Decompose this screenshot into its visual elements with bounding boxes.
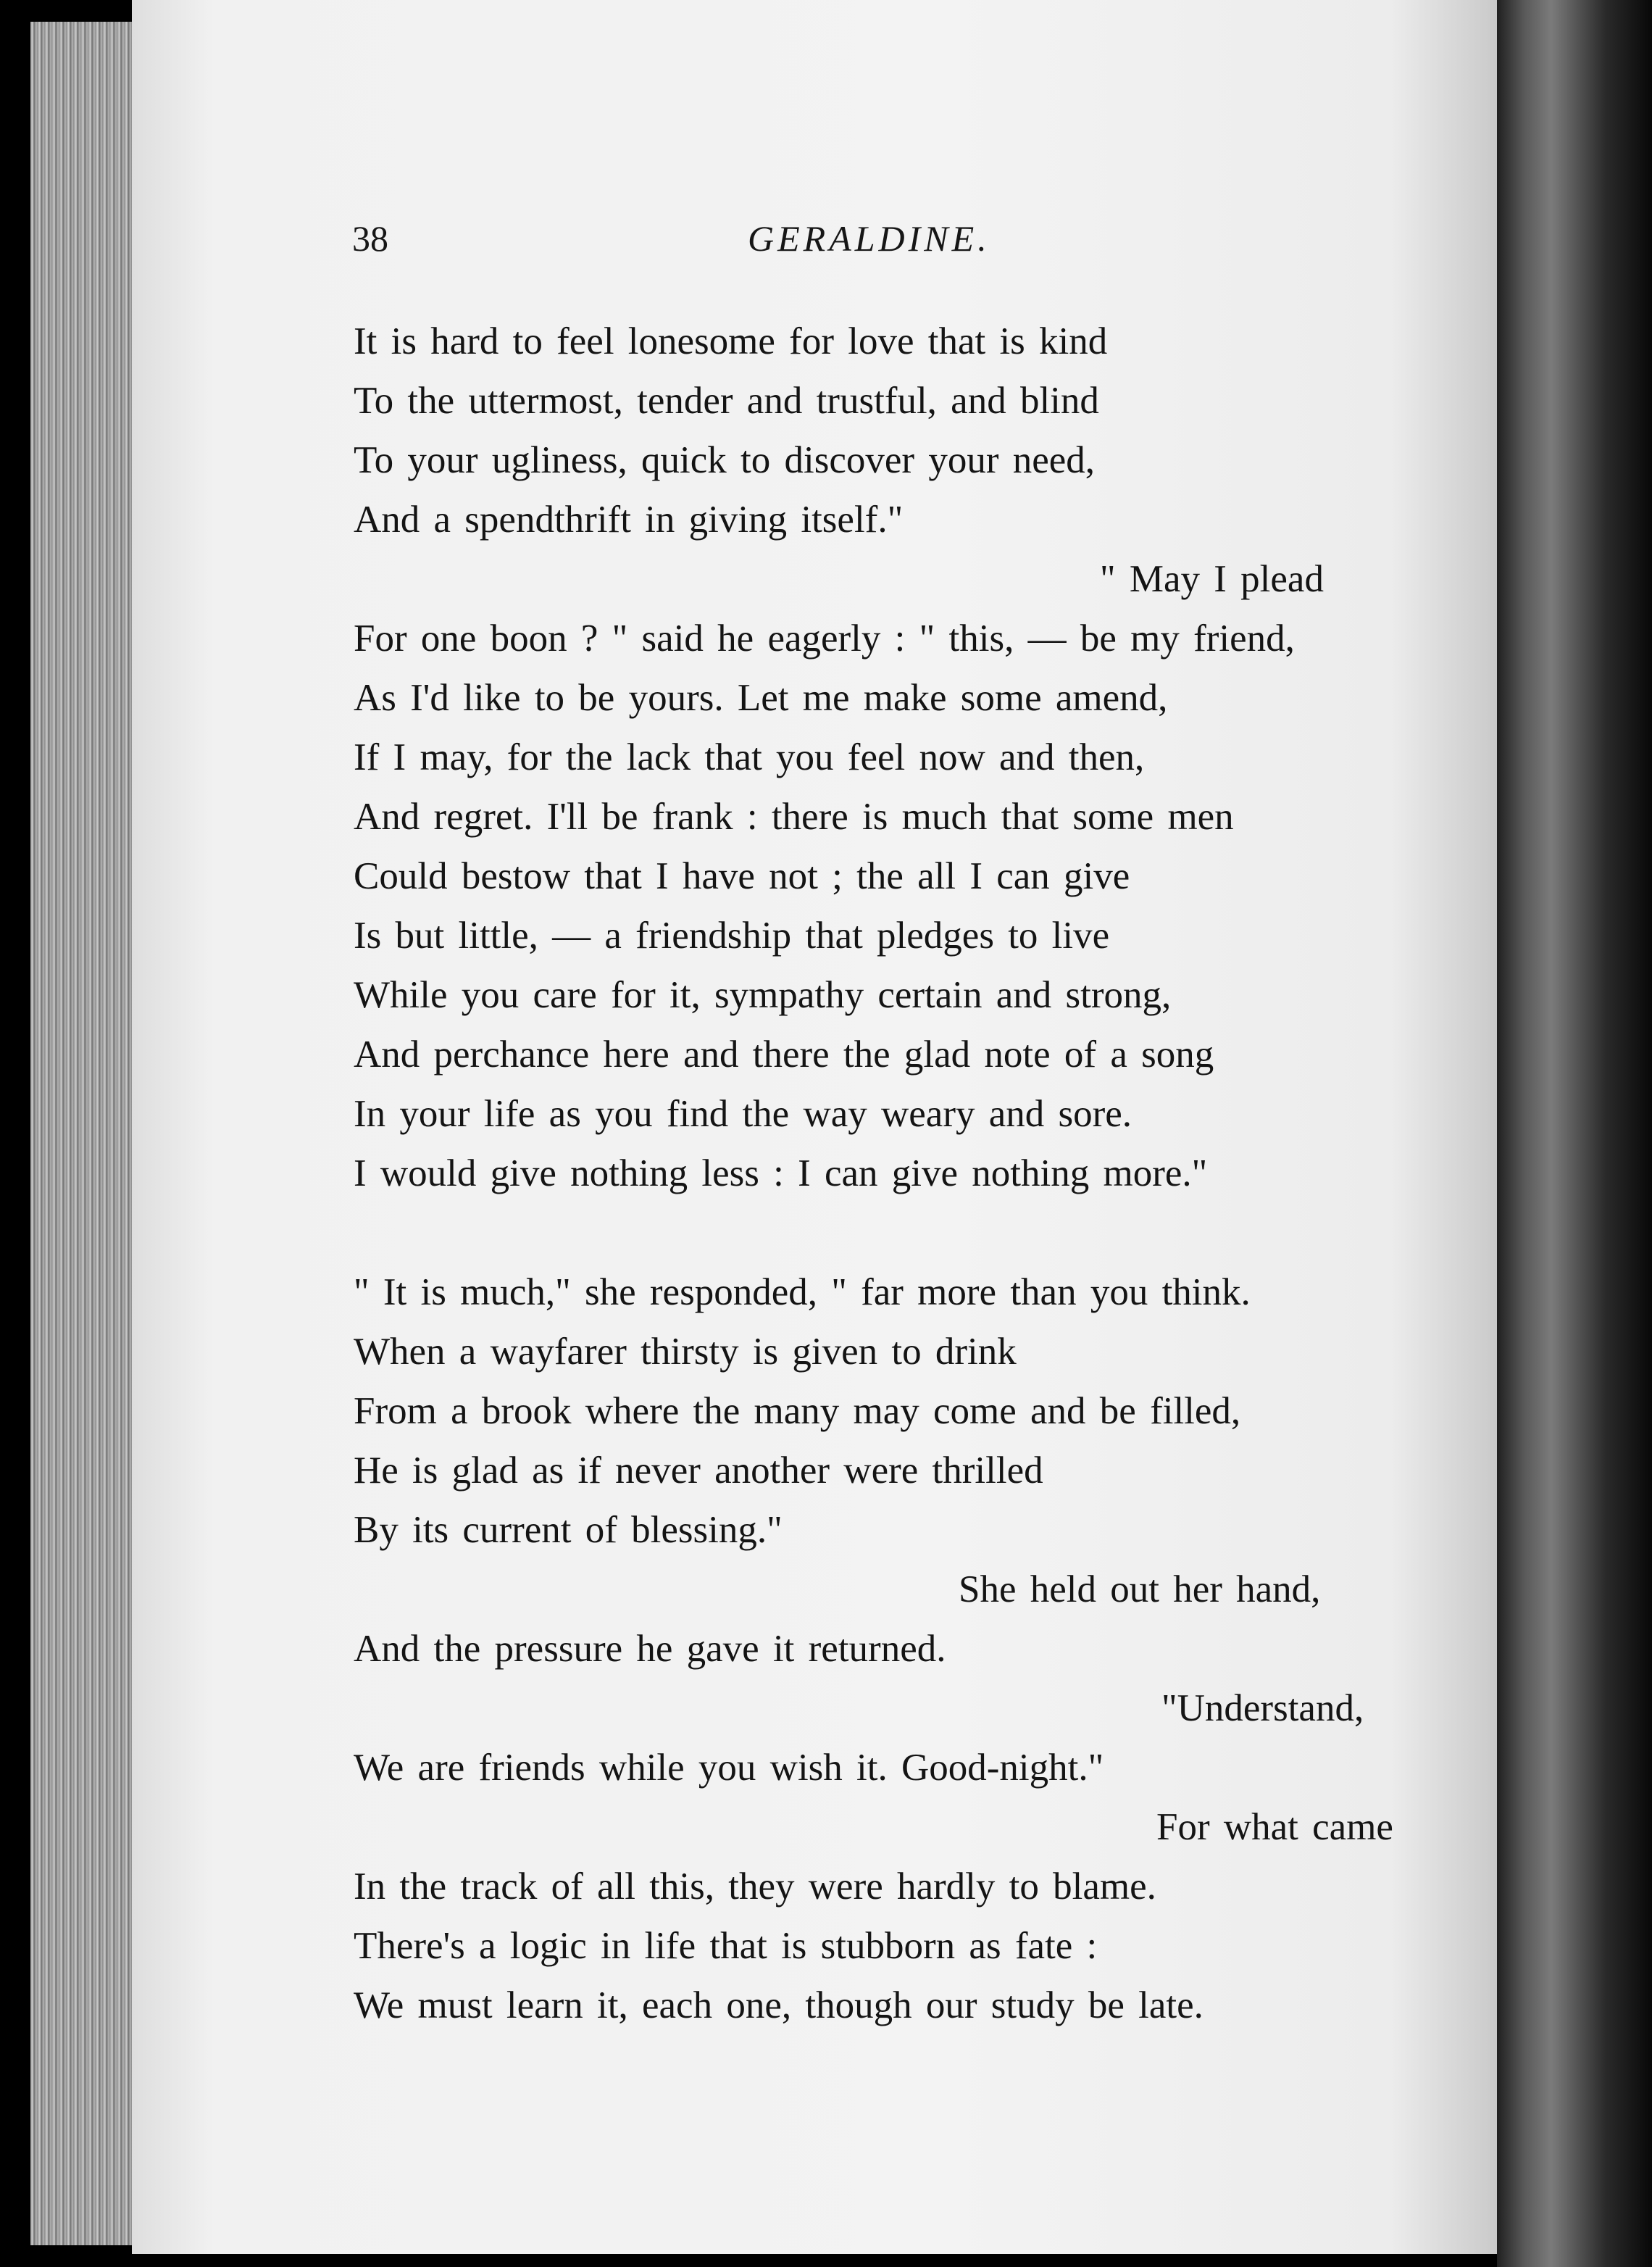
- page-number: 38: [352, 218, 388, 259]
- poem-line: In your life as you find the way weary and sore.: [354, 1093, 1132, 1135]
- poem-line: He is glad as if never another were thrilled: [354, 1449, 1043, 1492]
- poem-line: For one boon ? " said he eagerly : " this, — be my friend,: [354, 617, 1295, 660]
- poem-line: There's a logic in life that is stubborn as fate :: [354, 1925, 1098, 1967]
- poem-line: From a brook where the many may come and be filled,: [354, 1390, 1241, 1432]
- poem-line: And regret. I'll be frank : there is much that some men: [354, 796, 1234, 838]
- book-binding: [1497, 0, 1652, 2267]
- poem-line: I would give nothing less : I can give nothing more.": [354, 1152, 1208, 1194]
- poem-line: She held out her hand,: [959, 1568, 1321, 1610]
- poem-line: If I may, for the lack that you feel now and then,: [354, 736, 1145, 778]
- poem-line: " It is much," she responded, " far more than you think.: [354, 1271, 1251, 1313]
- poem-line: For what came: [1156, 1806, 1393, 1848]
- poem-line: Is but little, — a friendship that pledges to live: [354, 915, 1110, 957]
- poem-line: Could bestow that I have not ; the all I can give: [354, 855, 1130, 897]
- poem-line: And a spendthrift in giving itself.": [354, 499, 904, 541]
- poem-line: In the track of all this, they were hardly to blame.: [354, 1865, 1156, 1908]
- poem-line: As I'd like to be yours. Let me make some amend,: [354, 677, 1168, 719]
- running-title: GERALDINE.: [748, 218, 990, 259]
- poem-line: When a wayfarer thirsty is given to drink: [354, 1331, 1017, 1373]
- poem-line: It is hard to feel lonesome for love that is kind: [354, 320, 1108, 362]
- poem-line: By its current of blessing.": [354, 1509, 783, 1551]
- poem-line: " May I plead: [1100, 558, 1324, 600]
- poem-line: And the pressure he gave it returned.: [354, 1628, 946, 1670]
- poem-text: [354, 312, 1484, 2035]
- poem-line: "Understand,: [1161, 1687, 1364, 1729]
- poem-line: We are friends while you wish it. Good-night.": [354, 1747, 1104, 1789]
- poem-line: To your ugliness, quick to discover your need,: [354, 439, 1096, 481]
- page-stack-edges: [30, 22, 139, 2245]
- stanza-break: [354, 1203, 1484, 1263]
- poem-line: While you care for it, sympathy certain and strong,: [354, 974, 1172, 1016]
- poem-line: We must learn it, each one, though our study be late.: [354, 1984, 1203, 2026]
- poem-line: To the uttermost, tender and trustful, and blind: [354, 380, 1099, 422]
- page-header: [352, 217, 1468, 275]
- poem-line: And perchance here and there the glad note of a song: [354, 1033, 1214, 1076]
